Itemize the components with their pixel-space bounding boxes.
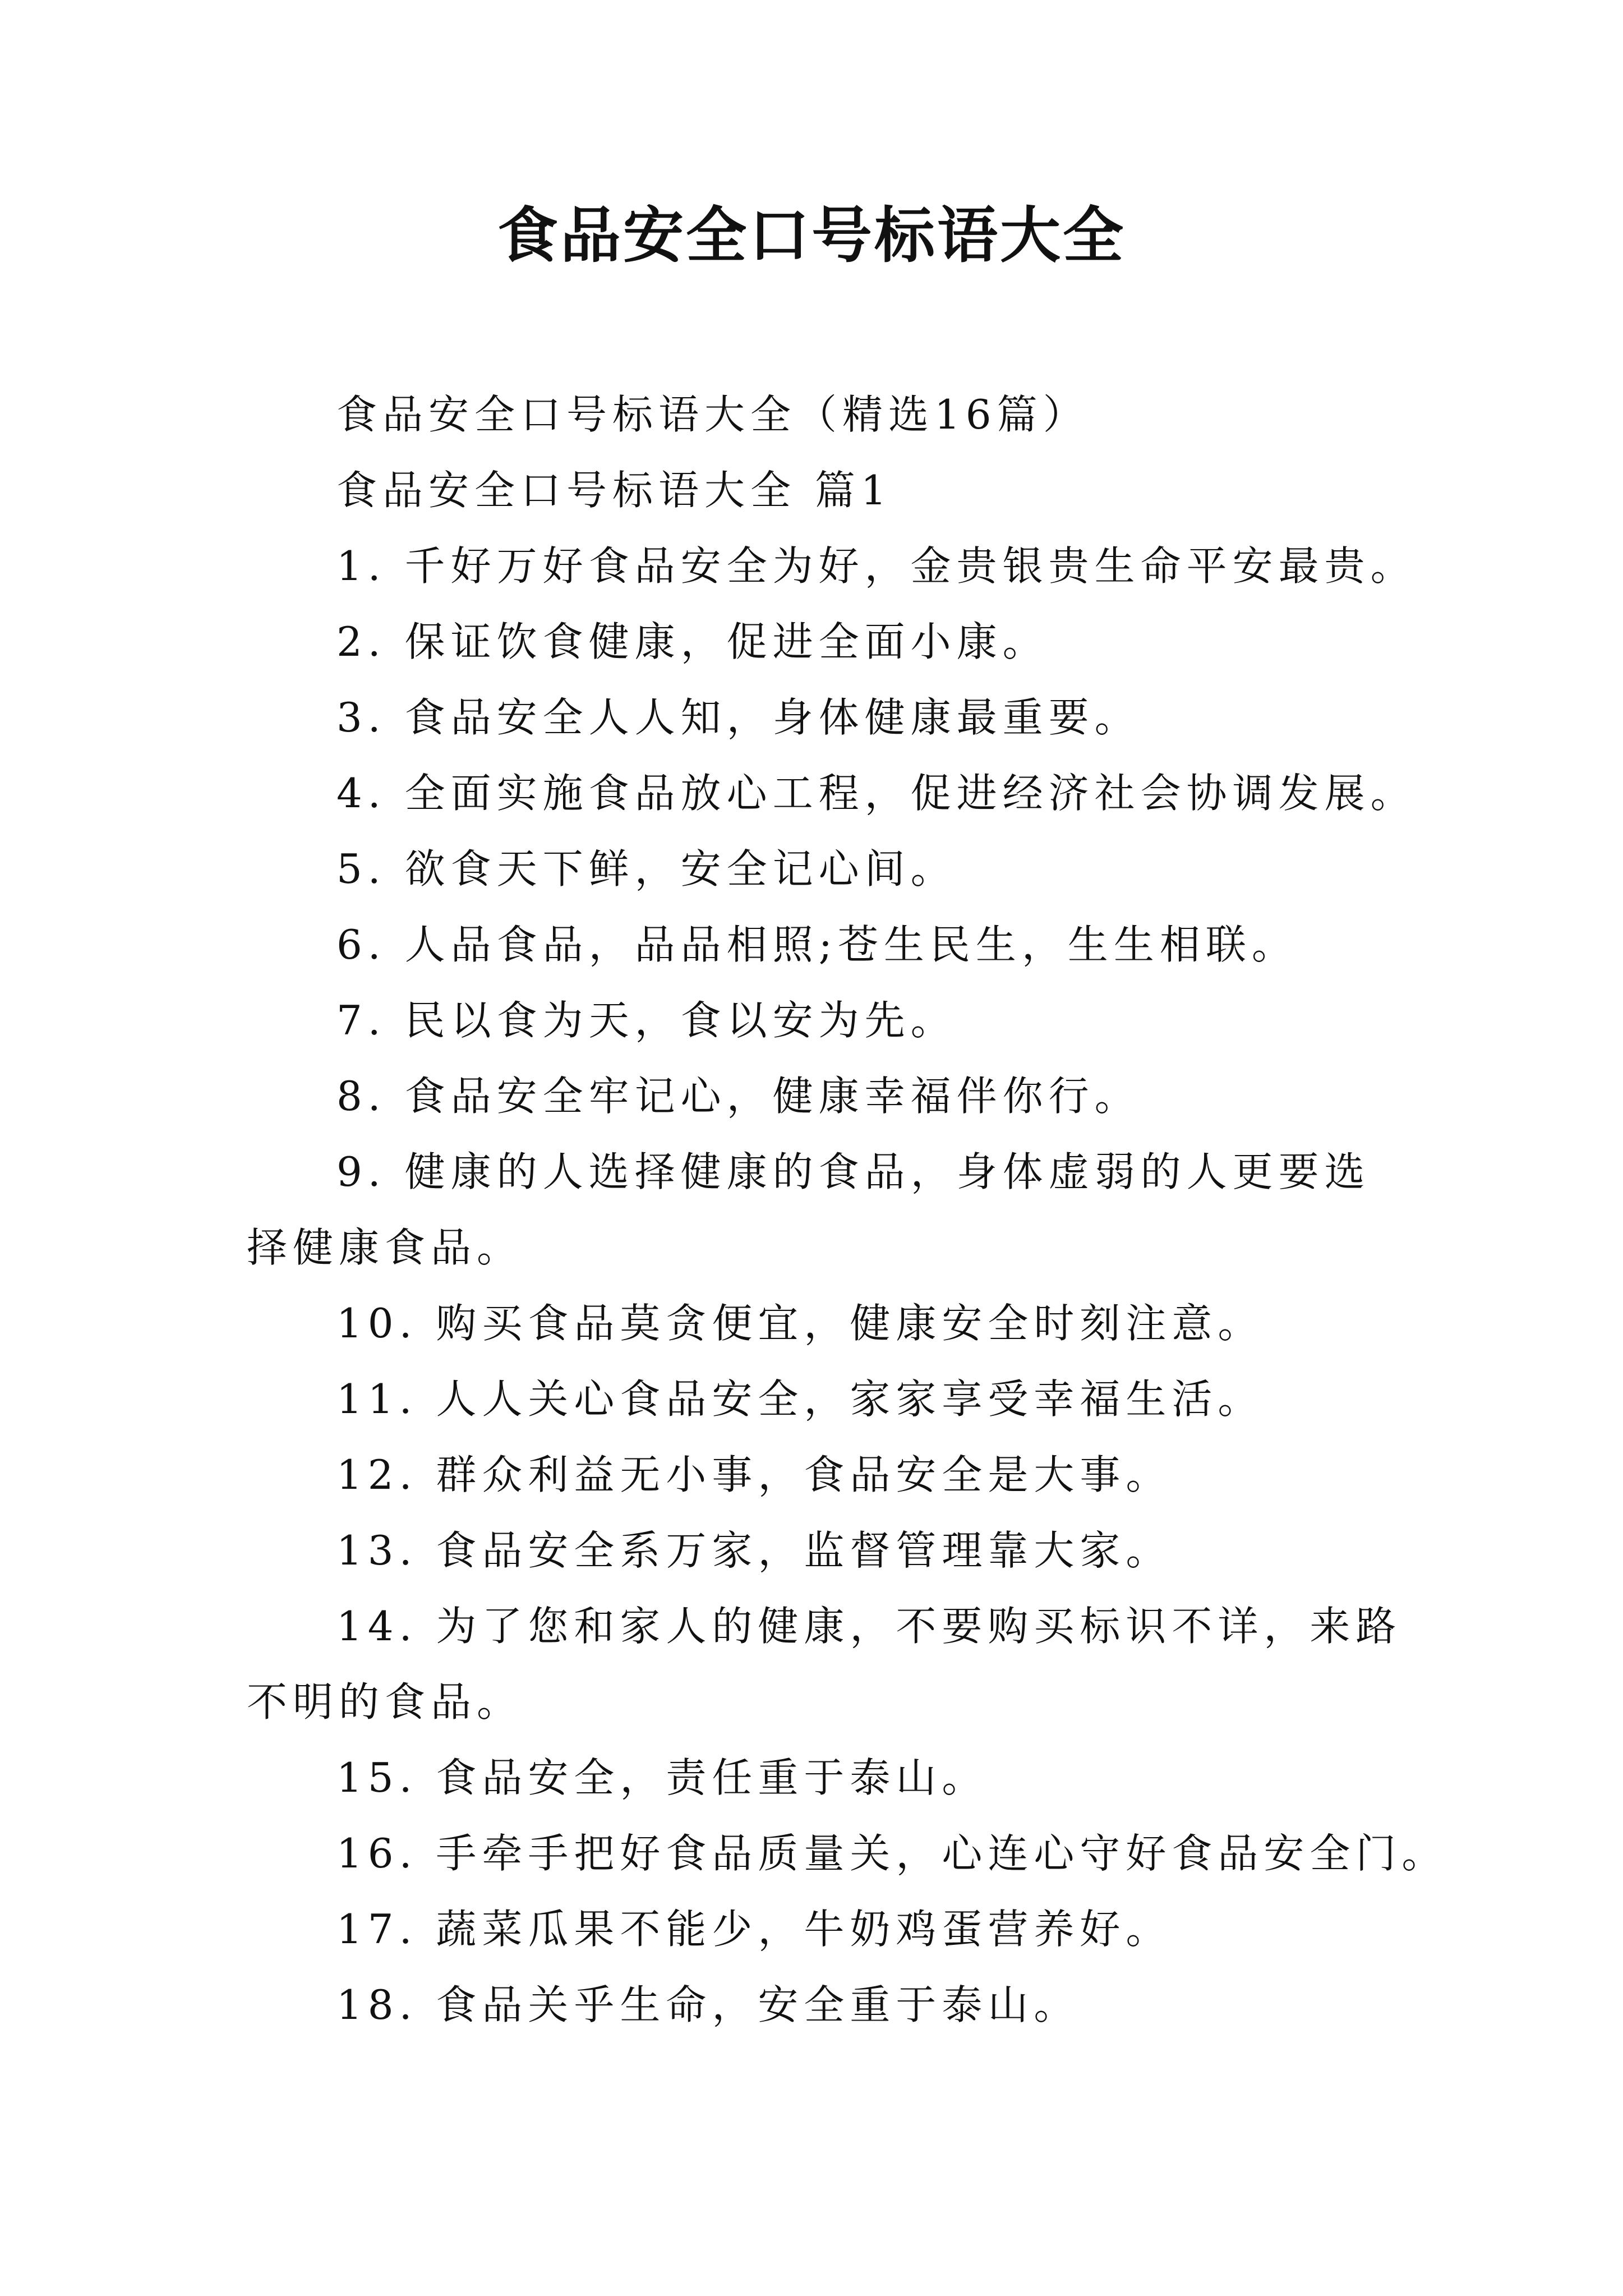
list-item: 8. 食品安全牢记心，健康幸福伴你行。	[336, 1073, 1141, 1120]
list-item: 5. 欲食天下鲜，安全记心间。	[336, 845, 957, 892]
list-item: 12. 群众利益无小事，食品安全是大事。	[336, 1451, 1172, 1498]
list-item: 17. 蔬菜瓜果不能少，牛奶鸡蛋营养好。	[336, 1906, 1172, 1953]
list-item: 6. 人品食品，品品相照;苍生民生，生生相联。	[336, 921, 1298, 968]
document-title: 食品安全口号标语大全	[497, 200, 1126, 271]
list-item: 16. 手牵手把好食品质量关，心连心守好食品安全门。	[336, 1830, 1448, 1877]
list-item: 3. 食品安全人人知，身体健康最重要。	[336, 694, 1141, 741]
list-item: 10. 购买食品莫贪便宜，健康安全时刻注意。	[336, 1300, 1264, 1347]
list-item: 15. 食品安全，责任重于泰山。	[336, 1754, 988, 1801]
list-item: 4. 全面实施食品放心工程，促进经济社会协调发展。	[336, 770, 1417, 817]
list-item: 11. 人人关心食品安全，家家享受幸福生活。	[336, 1375, 1264, 1423]
list-item: 18. 食品关乎生命，安全重于泰山。	[336, 1981, 1080, 2028]
list-item: 2. 保证饮食健康，促进全面小康。	[336, 618, 1049, 665]
list-item: 13. 食品安全系万家，监督管理靠大家。	[336, 1527, 1172, 1574]
list-item: 7. 民以食为天，食以安为先。	[336, 997, 957, 1044]
list-item: 14. 为了您和家人的健康，不要购买标识不详，来路不明的食品。	[247, 1603, 1402, 1726]
document-body	[247, 377, 1448, 2043]
list-item: 1. 千好万好食品安全为好，金贵银贵生命平安最贵。	[336, 542, 1417, 590]
list-item: 9. 健康的人选择健康的食品，身体虚弱的人更要选择健康食品。	[247, 1148, 1371, 1271]
paragraph: 食品安全口号标语大全（精选16篇）	[336, 391, 1089, 438]
section-heading: 食品安全口号标语大全 篇1	[336, 467, 892, 514]
